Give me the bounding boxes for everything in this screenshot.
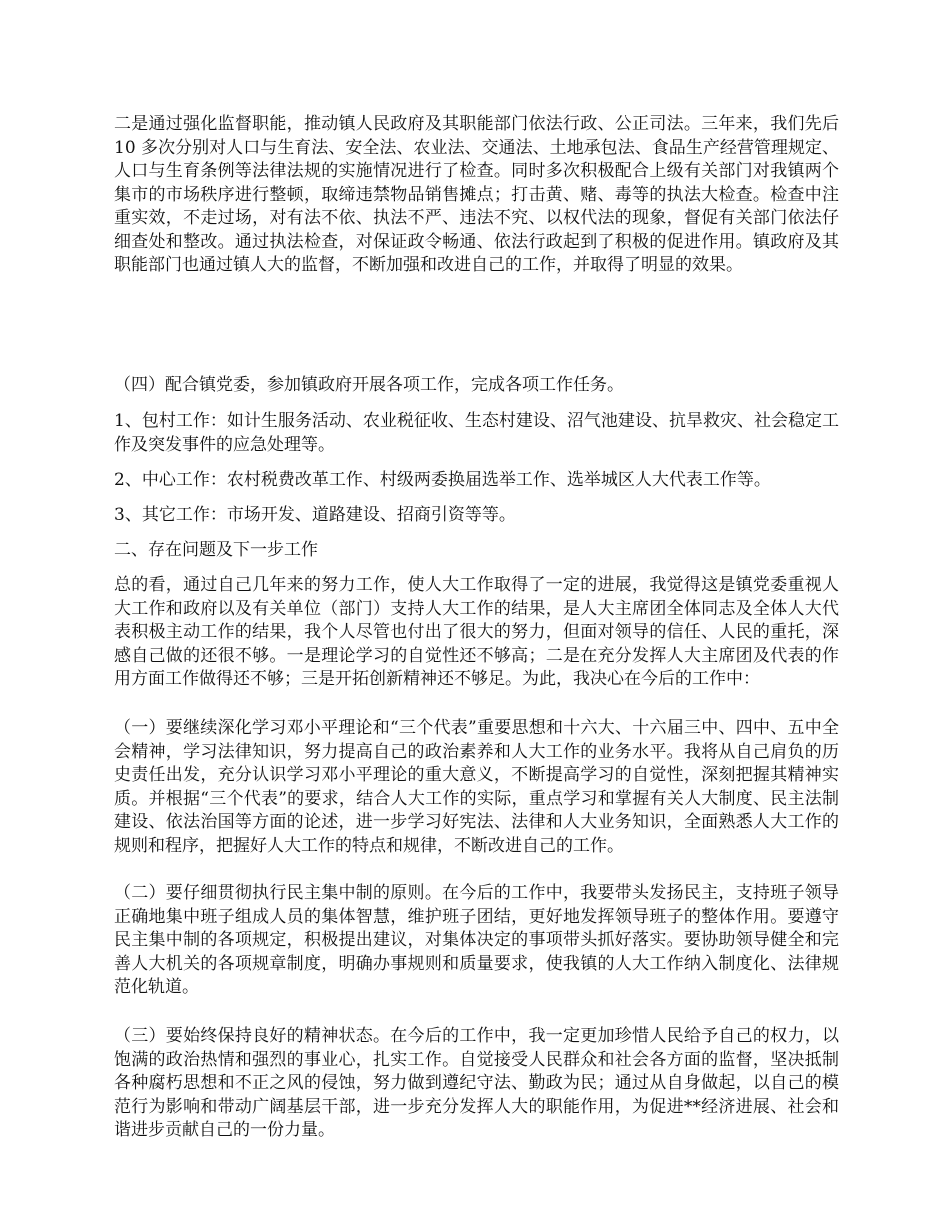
paragraph-summary: 总的看，通过自己几年来的努力工作，使人大工作取得了一定的进展，我觉得这是镇党委重视人大工作和政府以及有关单位（部门）支持人大工作的结果，是人大主席团全体同志及全体人大代表积极主动工作的结果，我个人尽管也付出了很大的努力，但面对领导的信任、人民的重托，深感自己做的还很不够。一是理论学习的自觉性还不够高；二是在充分发挥人大主席团及代表的作用方面工作做得还不够；三是开拓创新精神还不够足。为此，我决心在今后的工作中： — [114, 575, 839, 689]
paragraph-central-work: 2、中心工作：农村税费改革工作、村级两委换届选举工作、选举城区人大代表工作等。 — [114, 470, 771, 490]
paragraph-section-four-heading: （四）配合镇党委，参加镇政府开展各项工作，完成各项工作任务。 — [114, 375, 624, 395]
paragraph-point-one: （一）要继续深化学习邓小平理论和“三个代表”重要思想和十六大、十六届三中、四中、五中全会精神，学习法律知识，努力提高自己的政治素养和人大工作的业务水平。我将从自己肩负的历史责任出发，充分认识学习邓小平理论的重大意义，不断提高学习的自觉性，深刻把握其精神实质。并根据“三个代表”的要求，结合人大工作的实际，重点学习和掌握有关人大制度、民主法制建设、依法治国等方面的论述，进一步学习好宪法、法律和人大业务知识，全面熟悉人大工作的规则和程序，把握好人大工作的特点和规律，不断改进自己的工作。 — [114, 718, 839, 856]
paragraph-point-three: （三）要始终保持良好的精神状态。在今后的工作中，我一定更加珍惜人民给予自己的权力，以饱满的政治热情和强烈的事业心，扎实工作。自觉接受人民群众和社会各方面的监督，坚决抵制各种腐朽思想和不正之风的侵蚀，努力做到遵纪守法、勤政为民；通过从自身做起，以自己的模范行为影响和带动广阔基层干部，进一步充分发挥人大的职能作用，为促进**经济进展、社会和谐进步贡献自己的一份力量。 — [114, 1026, 839, 1140]
paragraph-point-two: （二）要仔细贯彻执行民主集中制的原则。在今后的工作中，我要带头发扬民主，支持班子领导正确地集中班子组成人员的集体智慧，维护班子团结，更好地发挥领导班子的整体作用。要遵守民主集中制的各项规定，积极提出建议，对集体决定的事项带头抓好落实。要协助领导健全和完善人大机关的各项规章制度，明确办事规则和质量要求，使我镇的人大工作纳入制度化、法律规范化轨道。 — [114, 883, 839, 997]
paragraph-other-work: 3、其它工作：市场开发、道路建设、招商引资等等。 — [114, 505, 516, 525]
section-heading-problems: 二、存在问题及下一步工作 — [114, 540, 318, 560]
paragraph-supervision: 二是通过强化监督职能，推动镇人民政府及其职能部门依法行政、公正司法。三年来，我们先后 10 多次分别对人口与生育法、安全法、农业法、交通法、土地承包法、食品生产经营管理规定、人口与生育条例等法律法规的实施情况进行了检查。同时多次积极配合上级有关部门对我镇两个集市的市场秩序进行整顿，取缔违禁物品销售摊点；打击黄、赌、毒等的执法大检查。检查中注重实效，不走过场，对有法不依、执法不严、违法不究、以权代法的现象，督促有关部门依法仔细查处和整改。通过执法检查，对保证政令畅通、依法行政起到了积极的促进作用。镇政府及其职能部门也通过镇人大的监督，不断加强和改进自己的工作，并取得了明显的效果。 — [114, 114, 845, 275]
paragraph-village-work: 1、包村工作：如计生服务活动、农业税征收、生态村建设、沼气池建设、抗旱救灾、社会稳定工作及突发事件的应急处理等。 — [114, 411, 839, 455]
